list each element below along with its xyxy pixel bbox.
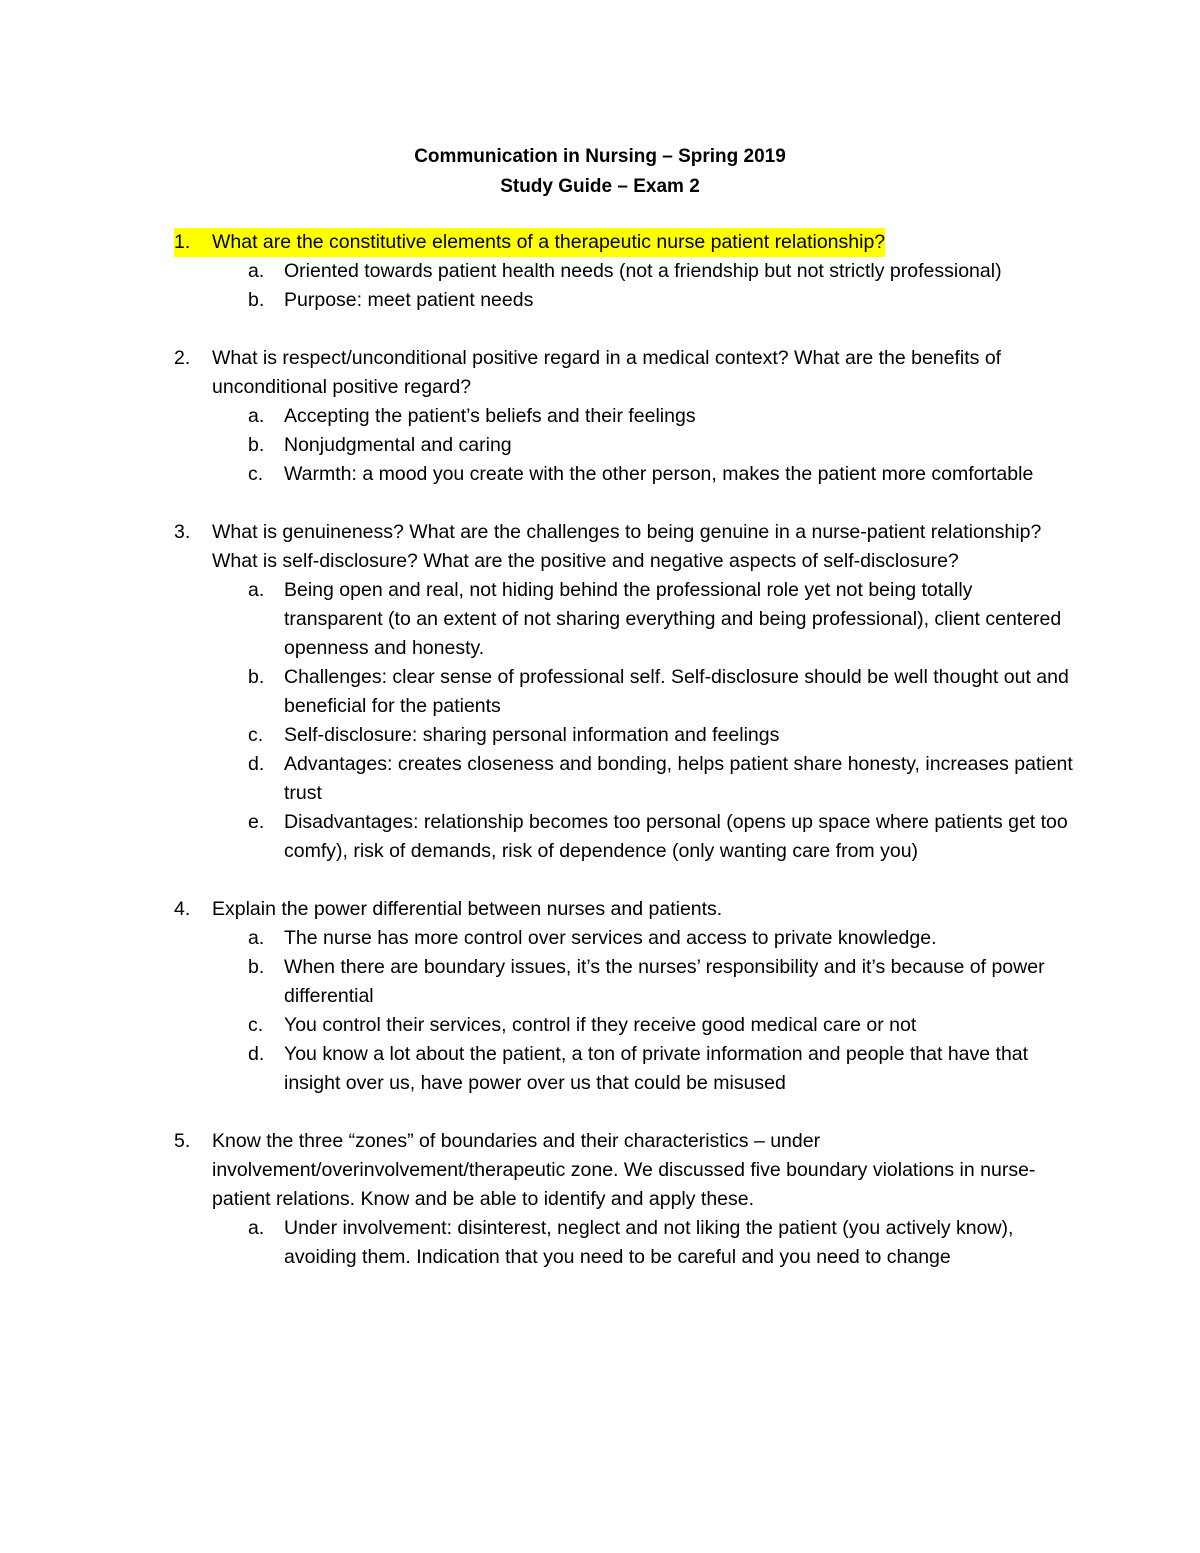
document-header bbox=[0, 142, 1200, 202]
answer-text: Oriented towards patient health needs (not a friendship but not strictly professional) bbox=[284, 260, 1002, 282]
question-3 bbox=[174, 518, 1074, 866]
answer-letter: a. bbox=[248, 927, 265, 949]
question-2 bbox=[174, 344, 1074, 489]
answer-text: Nonjudgmental and caring bbox=[284, 434, 512, 456]
answer-text: Purpose: meet patient needs bbox=[284, 289, 534, 311]
answer-text: You know a lot about the patient, a ton of private information and people that have that insight over us, have power over us that could be misused bbox=[284, 1043, 1029, 1094]
answer-item bbox=[212, 924, 1074, 953]
answer-letter: b. bbox=[248, 289, 265, 311]
question-5 bbox=[174, 1127, 1074, 1272]
answer-list bbox=[212, 257, 1074, 315]
answer-letter: a. bbox=[248, 579, 265, 601]
answer-text: The nurse has more control over services and access to private knowledge. bbox=[284, 927, 937, 949]
answer-item bbox=[212, 1040, 1074, 1098]
answer-text: Advantages: creates closeness and bonding, helps patient share honesty, increases patient trust bbox=[284, 753, 1073, 804]
answer-letter: a. bbox=[248, 260, 265, 282]
question-4 bbox=[174, 895, 1074, 1098]
answer-letter: d. bbox=[248, 1043, 265, 1065]
answer-letter: b. bbox=[248, 434, 265, 456]
document-title: Communication in Nursing – Spring 2019 bbox=[414, 146, 786, 167]
answer-text: Challenges: clear sense of professional self. Self-disclosure should be well thought out and beneficial for the patients bbox=[284, 666, 1069, 717]
answer-letter: b. bbox=[248, 956, 265, 978]
answer-item bbox=[212, 1214, 1074, 1272]
answer-item bbox=[212, 286, 1074, 315]
question-text: What are the constitutive elements of a therapeutic nurse patient relationship? bbox=[212, 231, 886, 253]
answer-letter: d. bbox=[248, 753, 265, 775]
answer-item bbox=[212, 721, 1074, 750]
question-number: 3. bbox=[174, 521, 191, 543]
answer-list bbox=[212, 924, 1074, 1098]
question-number: 5. bbox=[174, 1130, 191, 1152]
answer-text: Warmth: a mood you create with the other person, makes the patient more comfortable bbox=[284, 463, 1034, 485]
question-text: Explain the power differential between nurses and patients. bbox=[212, 898, 723, 920]
answer-text: Being open and real, not hiding behind the professional role yet not being totally transparent (to an extent of not sharing everything and being professional), client centered openness and honesty. bbox=[284, 579, 1062, 659]
answer-item bbox=[212, 663, 1074, 721]
answer-item bbox=[212, 953, 1074, 1011]
question-text: What is genuineness? What are the challenges to being genuine in a nurse-patient relationship? What is self-disclosure? What are the positive and negative aspects of self-disclosure? bbox=[212, 521, 1042, 572]
answer-text: Accepting the patient’s beliefs and their feelings bbox=[284, 405, 696, 427]
answer-letter: b. bbox=[248, 666, 265, 688]
answer-item bbox=[212, 257, 1074, 286]
answer-item bbox=[212, 576, 1074, 663]
answer-text: Self-disclosure: sharing personal information and feelings bbox=[284, 724, 780, 746]
question-number: 1. bbox=[174, 231, 191, 253]
question-number: 2. bbox=[174, 347, 191, 369]
document-subtitle: Study Guide – Exam 2 bbox=[500, 176, 700, 197]
answer-text: You control their services, control if they receive good medical care or not bbox=[284, 1014, 917, 1036]
answer-text: Disadvantages: relationship becomes too personal (opens up space where patients get too comfy), risk of demands, risk of dependence (only wanting care from you) bbox=[284, 811, 1068, 862]
answer-list bbox=[212, 576, 1074, 866]
answer-list bbox=[212, 1214, 1074, 1272]
answer-list bbox=[212, 402, 1074, 489]
answer-letter: c. bbox=[248, 463, 264, 485]
question-number: 4. bbox=[174, 898, 191, 920]
answer-item bbox=[212, 431, 1074, 460]
answer-letter: c. bbox=[248, 1014, 264, 1036]
answer-item bbox=[212, 402, 1074, 431]
question-1 bbox=[174, 228, 1074, 315]
answer-text: Under involvement: disinterest, neglect and not liking the patient (you actively know), avoiding them. Indication that you need to be careful and you need to change bbox=[284, 1217, 1014, 1268]
question-text: What is respect/unconditional positive regard in a medical context? What are the benefits of unconditional positive regard? bbox=[212, 347, 1002, 398]
answer-letter: e. bbox=[248, 811, 265, 833]
question-text: Know the three “zones” of boundaries and their characteristics – under involvement/overinvolvement/therapeutic zone. We discussed five boundary violations in nurse-patient relations. Know and be able to identify and apply these. bbox=[212, 1130, 1036, 1210]
question-1-highlight bbox=[174, 228, 885, 257]
answer-text: When there are boundary issues, it’s the nurses’ responsibility and it’s because of power differential bbox=[284, 956, 1045, 1007]
answer-item bbox=[212, 750, 1074, 808]
answer-item bbox=[212, 808, 1074, 866]
question-list bbox=[174, 228, 1074, 1301]
answer-item bbox=[212, 1011, 1074, 1040]
answer-letter: c. bbox=[248, 724, 264, 746]
answer-letter: a. bbox=[248, 405, 265, 427]
answer-letter: a. bbox=[248, 1217, 265, 1239]
answer-item bbox=[212, 460, 1074, 489]
